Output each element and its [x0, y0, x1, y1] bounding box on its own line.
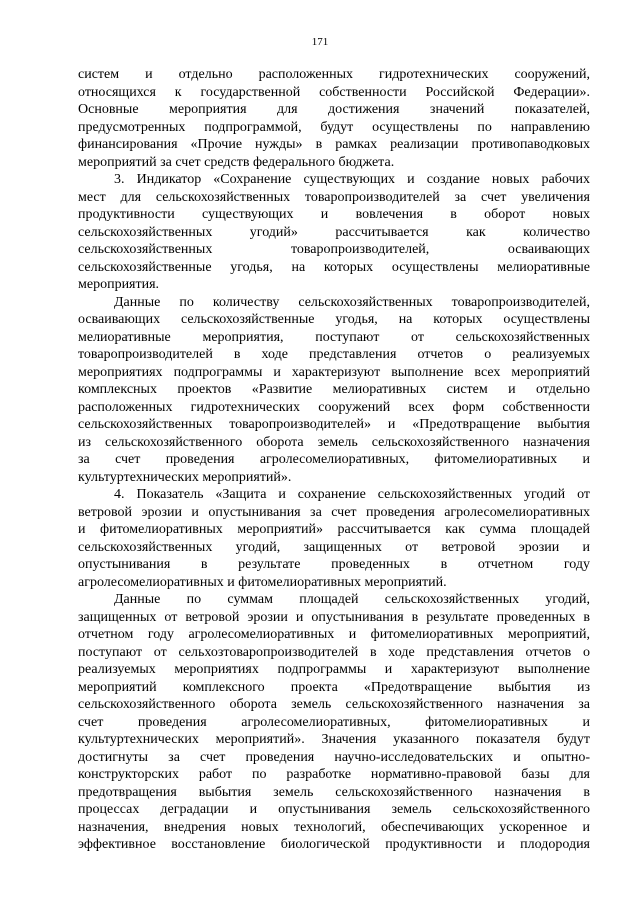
- text-line: агролесомелиоративных и фитомелиоративных мероприятий.: [78, 574, 447, 590]
- text-line: процессах деградации и опустынивания земель сельскохозяйственного: [78, 802, 590, 817]
- text-line: предотвращения выбытия земель сельскохозяйственного назначения в: [78, 784, 590, 800]
- text-line: счет проведения агролесомелиоративных, фитомелиоративных и: [78, 714, 590, 730]
- text-line: мероприятий за счет средств федерального бюджета.: [78, 154, 395, 170]
- text-line: из сельскохозяйственного оборота земель сельскохозяйственного назначения: [78, 434, 590, 450]
- text-line: за счет проведения агролесомелиоративных, фитомелиоративных и: [78, 452, 590, 467]
- text-line: назначения, внедрения новых технологий, обеспечивающих ускоренное и: [78, 819, 590, 835]
- text-line: финансирования «Прочие нужды» в рамках реализации противопаводковых: [78, 137, 590, 152]
- text-line: продуктивности существующих и вовлечения в оборот новых: [78, 207, 590, 222]
- text-line: систем и отдельно расположенных гидротехнических сооружений,: [78, 67, 590, 82]
- page-number: 171: [311, 36, 329, 48]
- text-line: защищенных от ветровой эрозии и опустынивания в результате проведенных в: [78, 609, 590, 625]
- text-line: отчетном году агролесомелиоративных и фитомелиоративных мероприятий,: [78, 627, 590, 642]
- text-line: сельскохозяйственных товаропроизводителей» и «Предотвращение выбытия: [78, 417, 590, 432]
- text-line: культуртехнических мероприятий».: [78, 469, 292, 485]
- text-line: Данные по количеству сельскохозяйственных товаропроизводителей,: [114, 294, 590, 310]
- text-line: опустынивания в результате проведенных в отчетном году: [78, 557, 590, 572]
- text-line: поступают от сельхозтоваропроизводителей в ходе представления отчетов о: [78, 644, 590, 660]
- text-line: расположенных гидротехнических сооружений всех форм собственности: [78, 399, 590, 415]
- text-line: сельскохозяйственного оборота земель сельскохозяйственного назначения за: [78, 697, 590, 712]
- text-line: комплексных проектов «Развитие мелиоративных систем и отдельно: [78, 382, 590, 397]
- text-line: реализуемых мероприятиях подпрограммы и характеризуют выполнение: [78, 662, 590, 677]
- text-line: Данные по суммам площадей сельскохозяйственных угодий,: [114, 592, 590, 607]
- text-line: достигнуты за счет проведения научно-исследовательских и опытно-: [78, 749, 590, 765]
- text-line: ветровой эрозии и опустынивания за счет проведения агролесомелиоративных: [78, 504, 590, 520]
- text-line: мелиоративные мероприятия, поступают от сельскохозяйственных: [78, 329, 590, 345]
- text-line: сельскохозяйственных угодий» рассчитывается как количество: [78, 224, 590, 240]
- text-line: товаропроизводителей в ходе представления отчетов о реализуемых: [78, 347, 590, 362]
- text-line: мероприятия.: [78, 277, 160, 292]
- text-line: конструкторских работ по разработке нормативно-правовой базы для: [78, 767, 590, 782]
- text-line: сельскохозяйственных товаропроизводителей, осваивающих: [78, 242, 590, 257]
- text-line: предусмотренных подпрограммой, будут осуществлены по направлению: [78, 119, 590, 135]
- text-line: мест для сельскохозяйственных товаропроизводителей за счет увеличения: [78, 189, 590, 205]
- text-line: культуртехнических мероприятий». Значения указанного показателя будут: [78, 732, 590, 747]
- text-line: и фитомелиоративных мероприятий» рассчитывается как сумма площадей: [78, 522, 590, 537]
- text-line: эффективное восстановление биологической продуктивности и плодородия: [78, 837, 590, 852]
- text-line: мероприятий комплексного проекта «Предотвращение выбытия из: [78, 679, 590, 695]
- text-line: 3. Индикатор «Сохранение существующих и создание новых рабочих: [114, 172, 590, 187]
- text-line: мероприятиях подпрограммы и характеризуют выполнение всех мероприятий: [78, 364, 590, 380]
- text-line: сельскохозяйственных угодий, защищенных от ветровой эрозии и: [78, 539, 590, 555]
- text-line: осваивающих сельскохозяйственные угодья, на которых осуществлены: [78, 312, 590, 327]
- text-line: относящихся к государственной собственности Российской Федерации».: [78, 84, 590, 100]
- body-text: [78, 66, 590, 854]
- text-line: сельскохозяйственные угодья, на которых осуществлены мелиоративные: [78, 259, 590, 275]
- text-line: 4. Показатель «Защита и сохранение сельскохозяйственных угодий от: [114, 487, 590, 502]
- text-line: Основные мероприятия для достижения значений показателей,: [78, 102, 590, 117]
